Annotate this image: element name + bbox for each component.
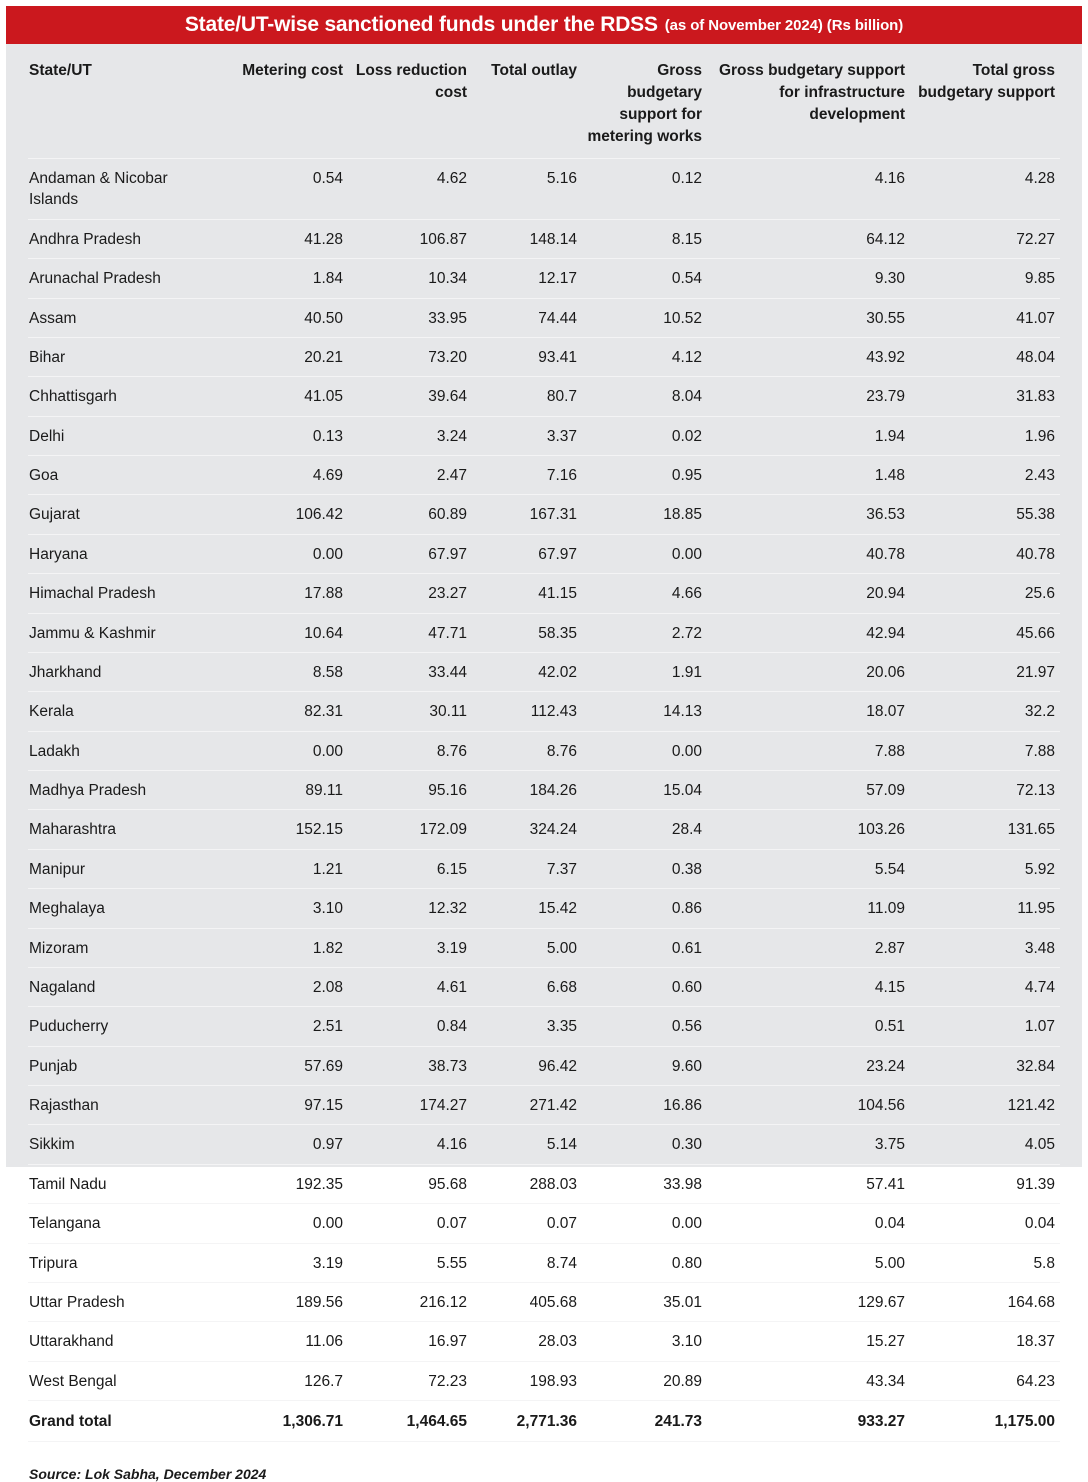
cell-gbs-metering: 0.56 [582, 1007, 707, 1046]
table-row [28, 1046, 1060, 1085]
cell-total-outlay: 198.93 [472, 1361, 582, 1400]
cell-gbs-infrastructure: 3.75 [707, 1125, 910, 1164]
cell-gbs-metering: 15.04 [582, 771, 707, 810]
cell-total-gbs: 72.13 [910, 771, 1060, 810]
cell-total-outlay: 8.76 [472, 731, 582, 770]
cell-loss-reduction-cost: 12.32 [348, 889, 472, 928]
cell-loss-reduction-cost: 3.19 [348, 928, 472, 967]
cell-total-outlay: 8.74 [472, 1243, 582, 1282]
cell-loss-reduction-cost: 0.07 [348, 1204, 472, 1243]
table-row [28, 613, 1060, 652]
cell-state: Uttarakhand [28, 1322, 224, 1361]
cell-loss-reduction-cost: 16.97 [348, 1322, 472, 1361]
table-row [28, 731, 1060, 770]
cell-gbs-infrastructure: 64.12 [707, 219, 910, 258]
table-row [28, 416, 1060, 455]
cell-metering-cost: 192.35 [224, 1164, 348, 1203]
table-row [28, 495, 1060, 534]
cell-total-gbs: 5.92 [910, 849, 1060, 888]
cell-total-gbs: 3.48 [910, 928, 1060, 967]
cell-loss-reduction-cost: 39.64 [348, 377, 472, 416]
cell-total-gbs: 45.66 [910, 613, 1060, 652]
cell-state: Himachal Pradesh [28, 574, 224, 613]
cell-metering-cost: 0.13 [224, 416, 348, 455]
table-row [28, 692, 1060, 731]
cell-state: Arunachal Pradesh [28, 259, 224, 298]
cell-total-gbs: 32.2 [910, 692, 1060, 731]
cell-gbs-metering: 4.66 [582, 574, 707, 613]
cell-state: Madhya Pradesh [28, 771, 224, 810]
cell-state: Nagaland [28, 967, 224, 1006]
cell-metering-cost: 0.00 [224, 534, 348, 573]
cell-metering-cost: 8.58 [224, 652, 348, 691]
cell-gbs-infrastructure: 1.48 [707, 456, 910, 495]
cell-gbs-infrastructure: 0.51 [707, 1007, 910, 1046]
page-subtitle: (as of November 2024) (Rs billion) [664, 16, 904, 34]
cell-loss-reduction-cost: 174.27 [348, 1086, 472, 1125]
table-wrap [6, 44, 1082, 1442]
table-row [28, 377, 1060, 416]
cell-gbs-metering: 4.12 [582, 337, 707, 376]
cell-total-gbs: 55.38 [910, 495, 1060, 534]
cell-total-gbs: 41.07 [910, 298, 1060, 337]
cell-state: Assam [28, 298, 224, 337]
cell-metering-cost: 3.10 [224, 889, 348, 928]
cell-loss-reduction-cost: 95.68 [348, 1164, 472, 1203]
cell-total-gbs: 18.37 [910, 1322, 1060, 1361]
cell-loss-reduction-cost: 33.44 [348, 652, 472, 691]
cell-loss-reduction-cost: 106.87 [348, 219, 472, 258]
cell-state: Jharkhand [28, 652, 224, 691]
column-header-state: State/UT [29, 62, 92, 79]
source-note: Source: Lok Sabha, December 2024 [29, 1466, 267, 1482]
cell-loss-reduction-cost: 0.84 [348, 1007, 472, 1046]
cell-gbs-infrastructure: 15.27 [707, 1322, 910, 1361]
cell-total-gbs: 1.07 [910, 1007, 1060, 1046]
cell-state: Kerala [28, 692, 224, 731]
cell-state: Haryana [28, 534, 224, 573]
cell-total-gbs: 4.74 [910, 967, 1060, 1006]
cell-gbs-infrastructure: 104.56 [707, 1086, 910, 1125]
cell-loss-reduction-cost: 33.95 [348, 298, 472, 337]
cell-metering-cost: 41.05 [224, 377, 348, 416]
table-row [28, 928, 1060, 967]
cell-total-gbs: 72.27 [910, 219, 1060, 258]
cell-loss-reduction-cost: 4.61 [348, 967, 472, 1006]
cell-total-outlay: 5.16 [472, 159, 582, 220]
table-row [28, 810, 1060, 849]
table-row [28, 456, 1060, 495]
cell-gbs-metering: 0.60 [582, 967, 707, 1006]
cell-total-outlay: 96.42 [472, 1046, 582, 1085]
cell-gbs-infrastructure: 23.79 [707, 377, 910, 416]
cell-gbs-infrastructure: 0.04 [707, 1204, 910, 1243]
cell-gbs-infrastructure: 18.07 [707, 692, 910, 731]
cell-gbs-infrastructure: 20.06 [707, 652, 910, 691]
cell-loss-reduction-cost: 6.15 [348, 849, 472, 888]
cell-metering-cost: 20.21 [224, 337, 348, 376]
cell-state: Meghalaya [28, 889, 224, 928]
cell-gbs-metering: 35.01 [582, 1282, 707, 1321]
cell-total-outlay: 3.37 [472, 416, 582, 455]
cell-total-gbs: 40.78 [910, 534, 1060, 573]
cell-state: Jammu & Kashmir [28, 613, 224, 652]
cell-total-gbs: 131.65 [910, 810, 1060, 849]
cell-total-outlay: 80.7 [472, 377, 582, 416]
cell-metering-cost: 126.7 [224, 1361, 348, 1400]
cell-metering-cost: 0.00 [224, 731, 348, 770]
cell-loss-reduction-cost: 72.23 [348, 1361, 472, 1400]
cell-total-gbs: 1,175.00 [910, 1401, 1060, 1442]
table-row [28, 1282, 1060, 1321]
cell-loss-reduction-cost: 23.27 [348, 574, 472, 613]
cell-metering-cost: 4.69 [224, 456, 348, 495]
cell-metering-cost: 189.56 [224, 1282, 348, 1321]
cell-gbs-metering: 8.15 [582, 219, 707, 258]
column-header-total-gbs: Total gross budgetary support [918, 62, 1055, 101]
cell-gbs-metering: 0.54 [582, 259, 707, 298]
cell-loss-reduction-cost: 60.89 [348, 495, 472, 534]
cell-loss-reduction-cost: 1,464.65 [348, 1401, 472, 1442]
table-row [28, 652, 1060, 691]
cell-state: Delhi [28, 416, 224, 455]
table-row [28, 1086, 1060, 1125]
cell-state: Ladakh [28, 731, 224, 770]
cell-total-outlay: 7.16 [472, 456, 582, 495]
cell-gbs-metering: 0.00 [582, 731, 707, 770]
cell-gbs-infrastructure: 1.94 [707, 416, 910, 455]
cell-state: Puducherry [28, 1007, 224, 1046]
table-row [28, 534, 1060, 573]
cell-loss-reduction-cost: 67.97 [348, 534, 472, 573]
column-header-gbs-metering: Gross budgetary support for metering works [587, 62, 702, 145]
cell-total-gbs: 64.23 [910, 1361, 1060, 1400]
cell-gbs-metering: 0.61 [582, 928, 707, 967]
cell-gbs-infrastructure: 43.34 [707, 1361, 910, 1400]
cell-total-outlay: 67.97 [472, 534, 582, 573]
cell-loss-reduction-cost: 2.47 [348, 456, 472, 495]
cell-total-outlay: 2,771.36 [472, 1401, 582, 1442]
cell-metering-cost: 2.08 [224, 967, 348, 1006]
cell-gbs-metering: 0.95 [582, 456, 707, 495]
cell-gbs-metering: 33.98 [582, 1164, 707, 1203]
cell-gbs-metering: 0.12 [582, 159, 707, 220]
cell-state: Andaman & Nicobar Islands [28, 159, 224, 220]
cell-loss-reduction-cost: 4.16 [348, 1125, 472, 1164]
cell-gbs-infrastructure: 2.87 [707, 928, 910, 967]
cell-gbs-metering: 20.89 [582, 1361, 707, 1400]
cell-loss-reduction-cost: 47.71 [348, 613, 472, 652]
cell-state: Manipur [28, 849, 224, 888]
cell-gbs-infrastructure: 42.94 [707, 613, 910, 652]
cell-loss-reduction-cost: 30.11 [348, 692, 472, 731]
cell-gbs-metering: 0.38 [582, 849, 707, 888]
cell-metering-cost: 40.50 [224, 298, 348, 337]
table-row [28, 259, 1060, 298]
cell-state: Maharashtra [28, 810, 224, 849]
cell-loss-reduction-cost: 8.76 [348, 731, 472, 770]
cell-gbs-infrastructure: 20.94 [707, 574, 910, 613]
cell-gbs-infrastructure: 7.88 [707, 731, 910, 770]
table-row [28, 1125, 1060, 1164]
cell-metering-cost: 10.64 [224, 613, 348, 652]
table-row [28, 159, 1060, 220]
cell-state: Tripura [28, 1243, 224, 1282]
cell-total-gbs: 32.84 [910, 1046, 1060, 1085]
cell-total-gbs: 4.28 [910, 159, 1060, 220]
cell-loss-reduction-cost: 5.55 [348, 1243, 472, 1282]
cell-total-gbs: 7.88 [910, 731, 1060, 770]
cell-loss-reduction-cost: 3.24 [348, 416, 472, 455]
cell-total-outlay: 324.24 [472, 810, 582, 849]
cell-gbs-metering: 9.60 [582, 1046, 707, 1085]
cell-total-gbs: 21.97 [910, 652, 1060, 691]
cell-total-gbs: 91.39 [910, 1164, 1060, 1203]
cell-loss-reduction-cost: 4.62 [348, 159, 472, 220]
cell-state: Goa [28, 456, 224, 495]
cell-total-outlay: 93.41 [472, 337, 582, 376]
cell-loss-reduction-cost: 38.73 [348, 1046, 472, 1085]
cell-metering-cost: 57.69 [224, 1046, 348, 1085]
table-row [28, 1204, 1060, 1243]
column-header-gbs-infrastructure: Gross budgetary support for infrastructure development [718, 62, 905, 123]
cell-state: Rajasthan [28, 1086, 224, 1125]
cell-total-outlay: 184.26 [472, 771, 582, 810]
cell-total-outlay: 271.42 [472, 1086, 582, 1125]
cell-gbs-metering: 28.4 [582, 810, 707, 849]
cell-metering-cost: 0.00 [224, 1204, 348, 1243]
cell-total-outlay: 42.02 [472, 652, 582, 691]
cell-gbs-metering: 18.85 [582, 495, 707, 534]
cell-gbs-infrastructure: 57.41 [707, 1164, 910, 1203]
table-row [28, 889, 1060, 928]
cell-total-outlay: 3.35 [472, 1007, 582, 1046]
cell-total-outlay: 405.68 [472, 1282, 582, 1321]
cell-gbs-infrastructure: 5.54 [707, 849, 910, 888]
table-row [28, 967, 1060, 1006]
cell-loss-reduction-cost: 73.20 [348, 337, 472, 376]
column-header-total-outlay: Total outlay [491, 62, 577, 79]
cell-gbs-metering: 0.00 [582, 1204, 707, 1243]
cell-state: Punjab [28, 1046, 224, 1085]
column-header-loss-reduction-cost: Loss reduction cost [355, 62, 467, 101]
cell-loss-reduction-cost: 172.09 [348, 810, 472, 849]
cell-gbs-infrastructure: 36.53 [707, 495, 910, 534]
table-row [28, 1361, 1060, 1400]
cell-total-outlay: 41.15 [472, 574, 582, 613]
cell-metering-cost: 1.21 [224, 849, 348, 888]
cell-metering-cost: 0.97 [224, 1125, 348, 1164]
cell-metering-cost: 82.31 [224, 692, 348, 731]
cell-total-outlay: 15.42 [472, 889, 582, 928]
cell-total-gbs: 9.85 [910, 259, 1060, 298]
cell-gbs-metering: 2.72 [582, 613, 707, 652]
cell-total-gbs: 48.04 [910, 337, 1060, 376]
cell-total-outlay: 288.03 [472, 1164, 582, 1203]
grand-total-row [28, 1401, 1060, 1442]
cell-gbs-infrastructure: 9.30 [707, 259, 910, 298]
table-row [28, 219, 1060, 258]
cell-loss-reduction-cost: 95.16 [348, 771, 472, 810]
cell-gbs-metering: 3.10 [582, 1322, 707, 1361]
cell-state: Gujarat [28, 495, 224, 534]
cell-loss-reduction-cost: 10.34 [348, 259, 472, 298]
cell-gbs-infrastructure: 103.26 [707, 810, 910, 849]
funds-table [28, 44, 1060, 1442]
cell-gbs-metering: 16.86 [582, 1086, 707, 1125]
cell-state: Uttar Pradesh [28, 1282, 224, 1321]
cell-total-gbs: 5.8 [910, 1243, 1060, 1282]
cell-loss-reduction-cost: 216.12 [348, 1282, 472, 1321]
table-row [28, 1007, 1060, 1046]
cell-metering-cost: 1.84 [224, 259, 348, 298]
cell-total-gbs: 31.83 [910, 377, 1060, 416]
cell-gbs-infrastructure: 5.00 [707, 1243, 910, 1282]
cell-metering-cost: 11.06 [224, 1322, 348, 1361]
table-header-row [28, 44, 1060, 159]
cell-total-outlay: 58.35 [472, 613, 582, 652]
cell-gbs-metering: 8.04 [582, 377, 707, 416]
cell-total-gbs: 121.42 [910, 1086, 1060, 1125]
cell-gbs-infrastructure: 4.15 [707, 967, 910, 1006]
cell-state: Andhra Pradesh [28, 219, 224, 258]
cell-total-gbs: 1.96 [910, 416, 1060, 455]
cell-metering-cost: 1,306.71 [224, 1401, 348, 1442]
cell-gbs-metering: 0.02 [582, 416, 707, 455]
cell-state: Chhattisgarh [28, 377, 224, 416]
cell-gbs-infrastructure: 4.16 [707, 159, 910, 220]
cell-total-outlay: 167.31 [472, 495, 582, 534]
table-row [28, 1243, 1060, 1282]
table-row [28, 849, 1060, 888]
cell-gbs-metering: 0.30 [582, 1125, 707, 1164]
cell-metering-cost: 1.82 [224, 928, 348, 967]
cell-gbs-infrastructure: 40.78 [707, 534, 910, 573]
cell-gbs-metering: 10.52 [582, 298, 707, 337]
table-row [28, 337, 1060, 376]
cell-total-outlay: 28.03 [472, 1322, 582, 1361]
cell-gbs-metering: 14.13 [582, 692, 707, 731]
cell-total-gbs: 25.6 [910, 574, 1060, 613]
cell-metering-cost: 97.15 [224, 1086, 348, 1125]
page-title: State/UT-wise sanctioned funds under the RDSS [184, 13, 658, 36]
cell-metering-cost: 17.88 [224, 574, 348, 613]
cell-state: West Bengal [28, 1361, 224, 1400]
cell-gbs-infrastructure: 23.24 [707, 1046, 910, 1085]
cell-gbs-infrastructure: 129.67 [707, 1282, 910, 1321]
cell-state: Grand total [28, 1401, 224, 1442]
cell-total-outlay: 5.14 [472, 1125, 582, 1164]
cell-gbs-metering: 241.73 [582, 1401, 707, 1442]
cell-metering-cost: 2.51 [224, 1007, 348, 1046]
cell-metering-cost: 0.54 [224, 159, 348, 220]
table-title-bar [6, 6, 1082, 44]
cell-state: Bihar [28, 337, 224, 376]
cell-state: Sikkim [28, 1125, 224, 1164]
table-row [28, 1322, 1060, 1361]
cell-state: Tamil Nadu [28, 1164, 224, 1203]
cell-gbs-metering: 0.86 [582, 889, 707, 928]
cell-gbs-infrastructure: 43.92 [707, 337, 910, 376]
cell-metering-cost: 152.15 [224, 810, 348, 849]
table-header [28, 44, 1060, 159]
cell-state: Mizoram [28, 928, 224, 967]
table-row [28, 574, 1060, 613]
cell-total-gbs: 164.68 [910, 1282, 1060, 1321]
cell-gbs-metering: 1.91 [582, 652, 707, 691]
cell-total-outlay: 74.44 [472, 298, 582, 337]
cell-gbs-metering: 0.00 [582, 534, 707, 573]
cell-metering-cost: 3.19 [224, 1243, 348, 1282]
cell-total-outlay: 7.37 [472, 849, 582, 888]
cell-gbs-metering: 0.80 [582, 1243, 707, 1282]
cell-metering-cost: 41.28 [224, 219, 348, 258]
cell-gbs-infrastructure: 30.55 [707, 298, 910, 337]
cell-total-outlay: 0.07 [472, 1204, 582, 1243]
table-panel [6, 6, 1082, 1482]
cell-gbs-infrastructure: 11.09 [707, 889, 910, 928]
cell-gbs-infrastructure: 933.27 [707, 1401, 910, 1442]
cell-state: Telangana [28, 1204, 224, 1243]
cell-total-gbs: 11.95 [910, 889, 1060, 928]
cell-total-outlay: 6.68 [472, 967, 582, 1006]
cell-metering-cost: 89.11 [224, 771, 348, 810]
cell-total-outlay: 12.17 [472, 259, 582, 298]
table-row [28, 298, 1060, 337]
cell-total-gbs: 4.05 [910, 1125, 1060, 1164]
cell-gbs-infrastructure: 57.09 [707, 771, 910, 810]
cell-total-gbs: 0.04 [910, 1204, 1060, 1243]
cell-total-gbs: 2.43 [910, 456, 1060, 495]
cell-total-outlay: 112.43 [472, 692, 582, 731]
cell-total-outlay: 5.00 [472, 928, 582, 967]
cell-metering-cost: 106.42 [224, 495, 348, 534]
table-row [28, 1164, 1060, 1203]
table-row [28, 771, 1060, 810]
cell-total-outlay: 148.14 [472, 219, 582, 258]
table-body [28, 159, 1060, 1442]
column-header-metering-cost: Metering cost [242, 62, 343, 79]
